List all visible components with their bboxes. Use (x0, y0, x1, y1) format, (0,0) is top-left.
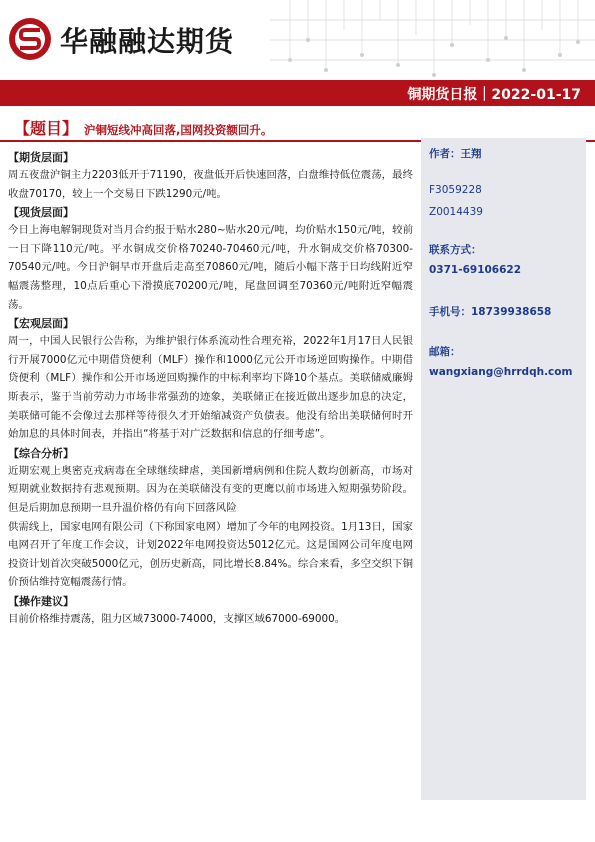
section-heading-analysis: 【综合分析】 (8, 446, 74, 460)
section-heading-macro: 【宏观层面】 (8, 317, 74, 331)
license-number-1: F3059228 (429, 184, 482, 196)
main-content (8, 148, 413, 628)
section-heading-advice: 【操作建议】 (8, 594, 74, 608)
license-number-2: Z0014439 (429, 206, 483, 218)
topic-line (14, 116, 584, 139)
topic-bracket-open: 【 (14, 119, 31, 138)
section-paragraph: 供需线上，国家电网有限公司（下称国家电网）增加了今年的电网投资。1月13日，国家电网召开了年度工作会议，计划2022年电网投资达5012亿元。这是国网公司年度电网投资计划首次突破5000亿元，创历史新高，同比增长8.84%。综合来看，多空交织下铜价预估维持宽幅震荡行情。 (8, 520, 413, 589)
section-paragraph: 目前价格维持震荡，阻力区域73000-74000，支撑区域67000-69000。 (8, 612, 346, 625)
section-paragraph: 周一，中国人民银行公告称，为维护银行体系流动性合理充裕，2022年1月17日人民银行开展7000亿元中期借贷便利（MLF）操作和1000亿元公开市场逆回购操作。中期借贷便利（MLF）操作和公开市场逆回购操作的中标利率均下降10个基点。美联储威廉姆斯表示，鉴于当前劳动力市场非常强劲的迹象，美联储正在接近做出逐步加息的决定，美联储可能不会像过去那样等待很久才开始缩减资产负债表。他没有给出美联储何时开始加息的具体时间表，并指出“将基于对广泛数据和信息的仔细考虑”。 (8, 335, 413, 441)
email-label: 邮箱： (429, 346, 461, 358)
report-header (0, 0, 595, 80)
section-paragraph: 近期宏观上奥密克戎病毒在全球继续肆虐，美国新增病例和住院人数均创新高，市场对短期就业数据持有悲观预期。因为在美联储没有变的更鹰以前市场进入短期强势阶段。但是后期加息预期一旦升温价格仍有向下回落风险 (8, 464, 413, 514)
section-heading-futures: 【期货层面】 (8, 151, 74, 164)
section-heading-spot: 【现货层面】 (8, 206, 74, 220)
section-paragraph: 周五夜盘沪铜主力2203低开于71190，夜盘低开后快速回落，白盘维持低位震荡，最终收盘70170，较上一个交易日下跌1290元/吨。 (8, 169, 413, 200)
contact-phone: 0371-69106622 (429, 264, 522, 276)
topic-bracket-close: 】 (62, 119, 79, 138)
author-name: 作者：王翔 (429, 148, 482, 160)
header-decoration (270, 0, 595, 80)
mobile-number: 手机号：18739938658 (429, 306, 552, 318)
report-title-bar (0, 80, 595, 106)
author-sidebar (421, 138, 586, 800)
topic-title: 沪铜短线冲高回落,国网投资额回升。 (84, 123, 273, 137)
company-name: 华融融达期货 (60, 25, 235, 58)
email-address[interactable]: wangxiang@hrrdqh.com (429, 366, 573, 378)
hrrd-logo-icon (8, 17, 52, 61)
section-paragraph: 今日上海电解铜现货对当月合约报于贴水280~贴水20元/吨，均价贴水150元/吨，较前一日下降110元/吨。平水铜成交价格70240-70460元/吨，升水铜成交价格70300-70540元/吨。今日沪铜早市开盘后走高至70860元/吨，随后小幅下落于日均线附近窄幅震荡整理，10点后重心下滑摸底70200元/吨，尾盘回调至70360元/吨附近窄幅震荡。 (8, 224, 413, 311)
report-label: 铜期货日报｜2022-01-17 (407, 87, 581, 103)
contact-label: 联系方式： (429, 244, 482, 256)
topic-word: 题目 (30, 119, 63, 138)
